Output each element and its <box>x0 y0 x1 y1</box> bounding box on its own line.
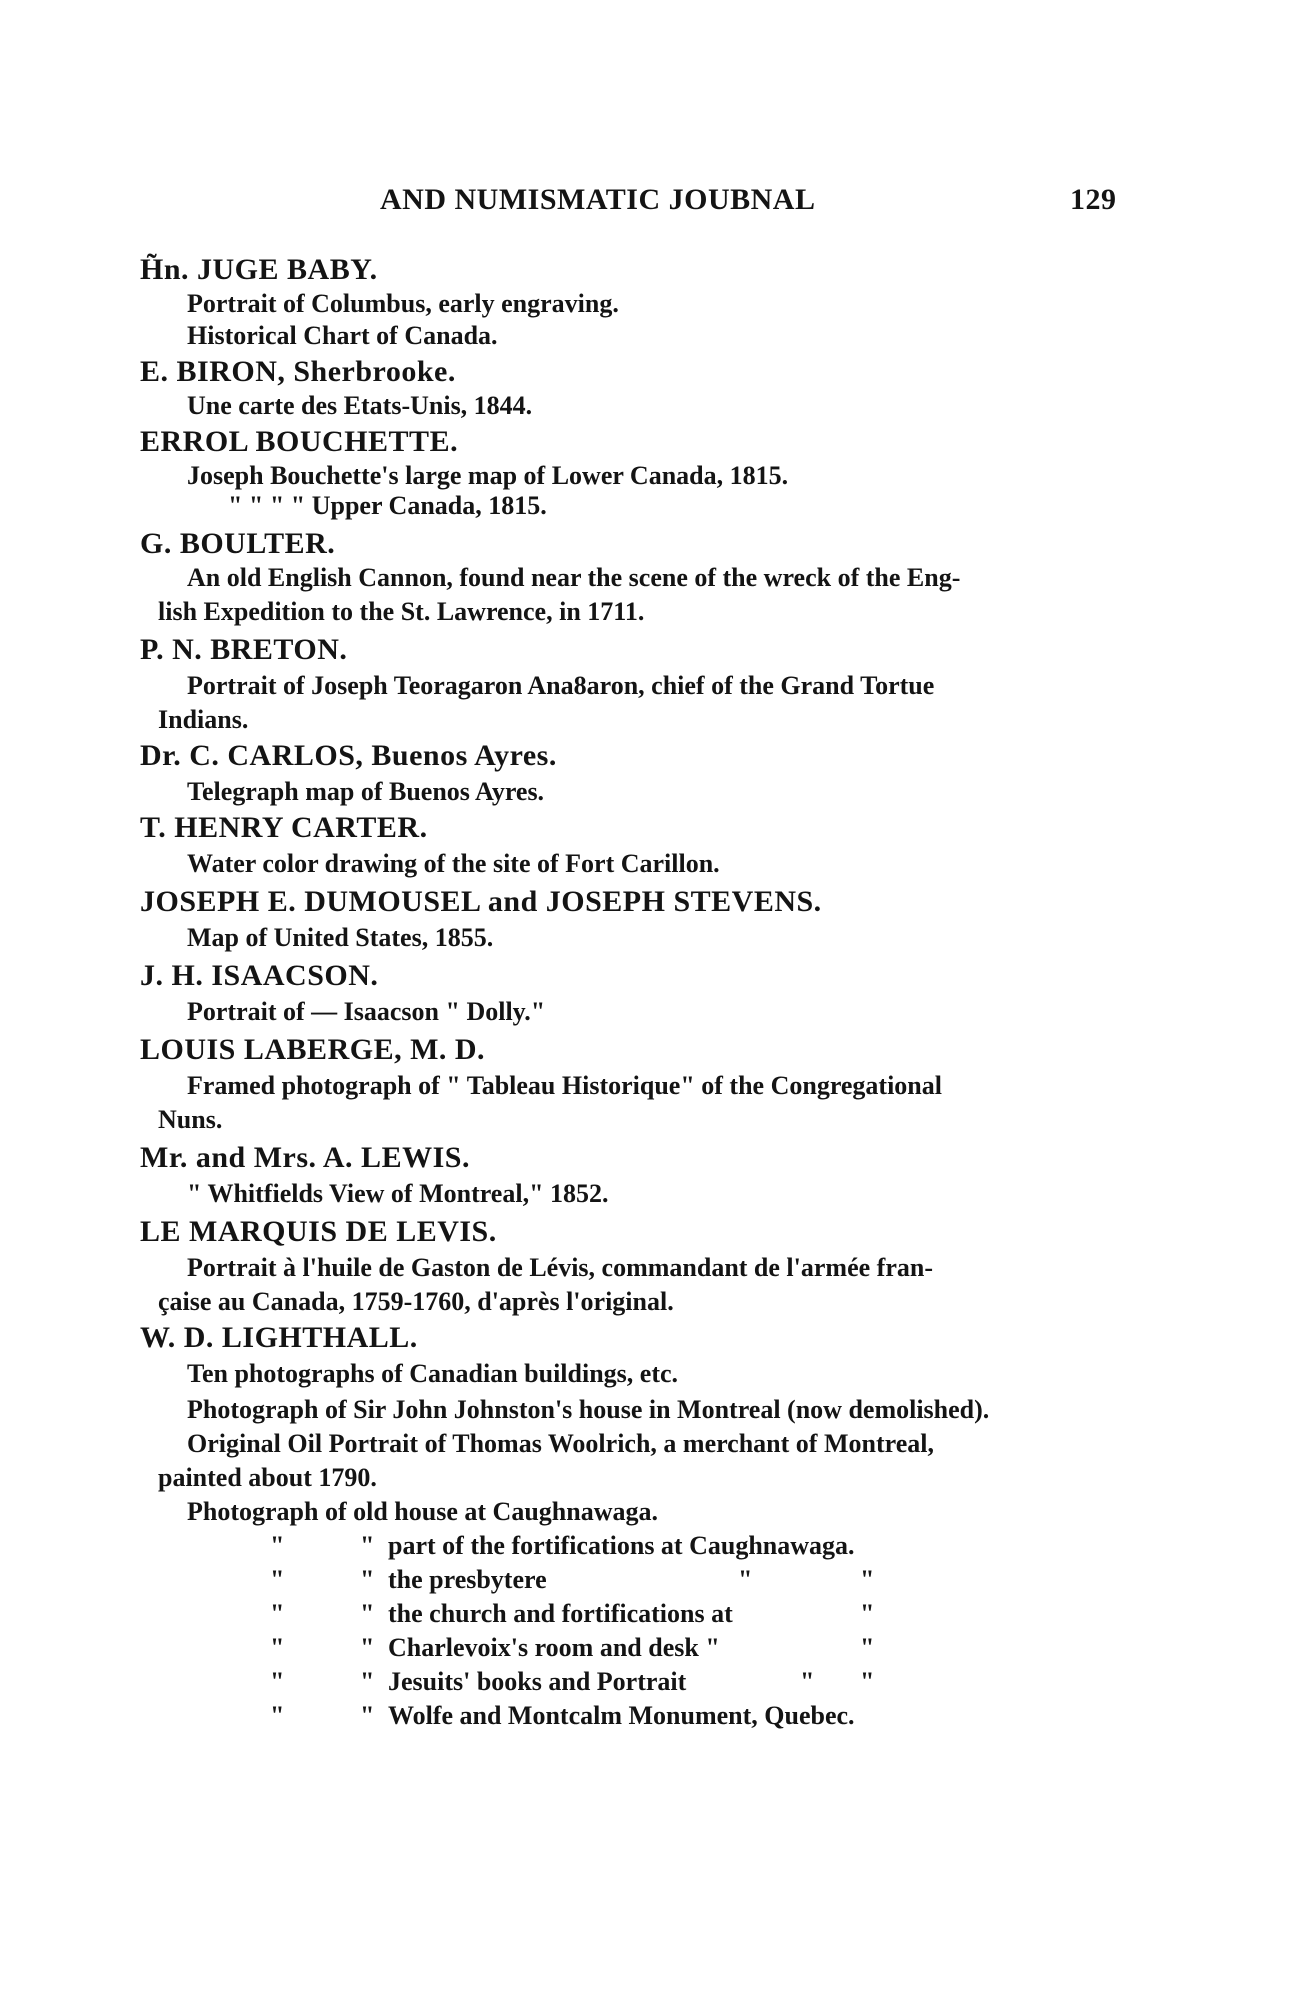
item-description: Indians. <box>158 705 249 734</box>
item-description: Photograph of old house at Caughnawaga. <box>187 1497 658 1526</box>
ditto-mark: " <box>738 1565 753 1594</box>
ditto-item-text: Jesuits' books and Portrait <box>388 1667 687 1696</box>
donor-name: H̃n. JUGE BABY. <box>140 253 378 286</box>
donor-name: Mr. and Mrs. A. LEWIS. <box>140 1141 470 1174</box>
ditto-mark: " <box>860 1565 875 1594</box>
page-number: 129 <box>1070 183 1117 216</box>
ditto-item-text: the presbytere <box>388 1565 547 1594</box>
donor-name: Dr. C. CARLOS, Buenos Ayres. <box>140 739 557 772</box>
donor-name: W. D. LIGHTHALL. <box>140 1321 418 1354</box>
ditto-mark: " <box>270 1599 285 1628</box>
ditto-mark: " <box>360 1701 375 1730</box>
item-description: Joseph Bouchette's large map of Lower Canada, 1815. <box>187 461 789 490</box>
item-description: " " " " Upper Canada, 1815. <box>228 491 547 520</box>
donor-name: JOSEPH E. DUMOUSEL and JOSEPH STEVENS. <box>140 885 822 918</box>
ditto-item-text: Wolfe and Montcalm Monument, Quebec. <box>388 1701 855 1730</box>
item-description: çaise au Canada, 1759-1760, d'après l'original. <box>158 1287 674 1316</box>
item-description: " Whitfields View of Montreal," 1852. <box>187 1179 609 1208</box>
donor-name: T. HENRY CARTER. <box>140 811 428 844</box>
ditto-mark: " <box>360 1599 375 1628</box>
ditto-mark: " <box>270 1633 285 1662</box>
donor-name: G. BOULTER. <box>140 527 336 560</box>
ditto-mark: " <box>360 1667 375 1696</box>
donor-name: ERROL BOUCHETTE. <box>140 425 459 458</box>
ditto-item-text: the church and fortifications at <box>388 1599 733 1628</box>
item-description: Map of United States, 1855. <box>187 923 494 952</box>
ditto-mark: " <box>270 1565 285 1594</box>
item-description: Original Oil Portrait of Thomas Woolrich, a merchant of Montreal, <box>187 1429 934 1458</box>
journal-title: AND NUMISMATIC JOUBNAL <box>380 183 816 216</box>
ditto-mark: " <box>860 1599 875 1628</box>
item-description: Nuns. <box>158 1105 223 1134</box>
item-description: Une carte des Etats-Unis, 1844. <box>187 391 533 420</box>
ditto-mark: " <box>360 1633 375 1662</box>
running-header <box>0 183 1303 227</box>
ditto-mark: " <box>800 1667 815 1696</box>
donor-name: LE MARQUIS DE LEVIS. <box>140 1215 497 1248</box>
item-description: Telegraph map of Buenos Ayres. <box>187 777 545 806</box>
item-description: Historical Chart of Canada. <box>187 321 498 350</box>
ditto-mark: " <box>270 1531 285 1560</box>
ditto-mark: " <box>860 1633 875 1662</box>
item-description: Photograph of Sir John Johnston's house in Montreal (now demolished). <box>187 1395 990 1424</box>
donor-name: J. H. ISAACSON. <box>140 959 379 992</box>
donor-name: LOUIS LABERGE, M. D. <box>140 1033 486 1066</box>
item-description: Portrait of — Isaacson " Dolly." <box>187 997 546 1026</box>
ditto-mark: " <box>860 1667 875 1696</box>
item-description: Portrait of Joseph Teoragaron Ana8aron, chief of the Grand Tortue <box>187 671 935 700</box>
ditto-mark: " <box>270 1701 285 1730</box>
item-description: Framed photograph of " Tableau Historique" of the Congregational <box>187 1071 942 1100</box>
ditto-mark: " <box>360 1531 375 1560</box>
ditto-item-text: Charlevoix's room and desk " <box>388 1633 720 1662</box>
item-description: An old English Cannon, found near the scene of the wreck of the Eng- <box>187 563 961 592</box>
donor-name: P. N. BRETON. <box>140 633 348 666</box>
ditto-mark: " <box>270 1667 285 1696</box>
item-description: painted about 1790. <box>158 1463 377 1492</box>
item-description: Water color drawing of the site of Fort Carillon. <box>187 849 720 878</box>
item-description: Ten photographs of Canadian buildings, etc. <box>187 1359 679 1388</box>
donor-name: E. BIRON, Sherbrooke. <box>140 355 456 388</box>
ditto-item-text: part of the fortifications at Caughnawaga. <box>388 1531 855 1560</box>
item-description: Portrait of Columbus, early engraving. <box>187 289 619 318</box>
item-description: lish Expedition to the St. Lawrence, in 1711. <box>158 597 645 626</box>
ditto-mark: " <box>360 1565 375 1594</box>
item-description: Portrait à l'huile de Gaston de Lévis, commandant de l'armée fran- <box>187 1253 933 1282</box>
